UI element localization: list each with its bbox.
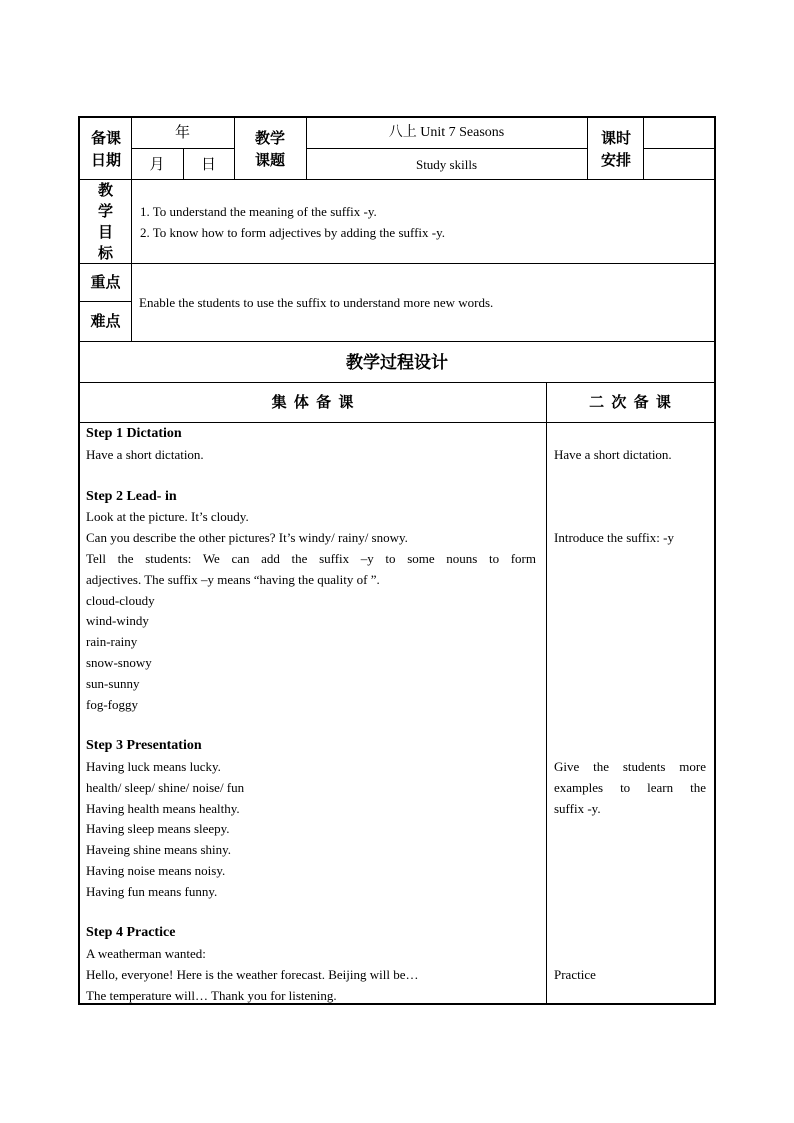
step-title: Step 4 Practice — [86, 925, 176, 940]
word-item: sun-sunny — [86, 676, 140, 691]
step-title: Step 2 Lead- in — [86, 489, 177, 504]
step-title: Step 1 Dictation — [86, 426, 182, 441]
prep-date-label: 备课日期 — [90, 129, 121, 169]
step-line: health/ sleep/ shine/ noise/ fun — [86, 780, 245, 795]
key-points-label: 重点 — [90, 273, 121, 291]
divider — [131, 116, 132, 342]
objectives-label-char: 学 — [97, 202, 113, 220]
objectives-label-char: 标 — [97, 244, 113, 262]
second-prep-header: 二 次 备 课 — [589, 393, 672, 411]
table-border-top — [78, 116, 716, 118]
objectives-label-char: 目 — [97, 223, 113, 241]
divider — [78, 382, 716, 383]
topic-title: 八上 Unit 7 Seasons — [388, 125, 505, 140]
month-label: 月 — [149, 155, 165, 173]
word-item: cloud-cloudy — [86, 593, 155, 608]
topic-label: 教学课题 — [254, 129, 285, 169]
step-line: Having health means healthy. — [86, 801, 240, 816]
step-line: The temperature will… Thank you for listening. — [86, 988, 337, 1003]
divider — [78, 179, 716, 180]
collective-prep-header: 集 体 备 课 — [271, 393, 355, 411]
word-item: rain-rainy — [86, 634, 138, 649]
divider — [131, 148, 235, 149]
divider — [643, 148, 715, 149]
step-line: Look at the picture. It’s cloudy. — [86, 509, 249, 524]
step-line: Having sleep means sleepy. — [86, 821, 230, 836]
step-line: Hello, everyone! Here is the weather forecast. Beijing will be… — [86, 967, 419, 982]
step-line: Haveing shine means shiny. — [86, 842, 232, 857]
objective-item: 2. To know how to form adjectives by adding the suffix -y. — [140, 225, 446, 240]
note: suffix -y. — [554, 801, 601, 816]
divider — [306, 148, 588, 149]
word-item: fog-foggy — [86, 697, 138, 712]
step-line: A weatherman wanted: — [86, 946, 206, 961]
divider — [78, 341, 716, 342]
schedule-label: 课时安排 — [600, 129, 631, 169]
objective-item: 1. To understand the meaning of the suffix -y. — [140, 204, 377, 219]
step-line: Having noise means noisy. — [86, 863, 226, 878]
step-title: Step 3 Presentation — [86, 738, 202, 753]
step-line: Have a short dictation. — [86, 447, 204, 462]
table-border-right — [714, 116, 716, 1005]
day-label: 日 — [200, 155, 216, 173]
topic-subtitle: Study skills — [415, 157, 478, 172]
step-line: Tell the students: We can add the suffix –y to some nouns to form — [86, 551, 536, 566]
word-item: snow-snowy — [86, 655, 152, 670]
year-label: 年 — [174, 123, 190, 141]
divider — [78, 301, 132, 302]
note: Practice — [554, 967, 596, 982]
objectives-label — [80, 180, 131, 264]
divider — [546, 382, 547, 1004]
step-line: Can you describe the other pictures? It’s windy/ rainy/ snowy. — [86, 530, 408, 545]
focus-text: Enable the students to use the suffix to understand more new words. — [139, 295, 494, 310]
difficulty-label: 难点 — [90, 312, 121, 330]
objectives-label-char: 教 — [97, 181, 113, 199]
note: Introduce the suffix: -y — [554, 530, 674, 545]
note: Have a short dictation. — [554, 447, 672, 462]
process-title: 教学过程设计 — [346, 353, 448, 373]
step-line: Having luck means lucky. — [86, 759, 221, 774]
divider — [78, 422, 716, 423]
word-item: wind-windy — [86, 613, 149, 628]
note: Give the students more — [554, 759, 706, 774]
note: examples to learn the — [554, 780, 706, 795]
divider — [78, 263, 716, 264]
step-line: adjectives. The suffix –y means “having the quality of ”. — [86, 572, 380, 587]
step-line: Having fun means funny. — [86, 884, 218, 899]
